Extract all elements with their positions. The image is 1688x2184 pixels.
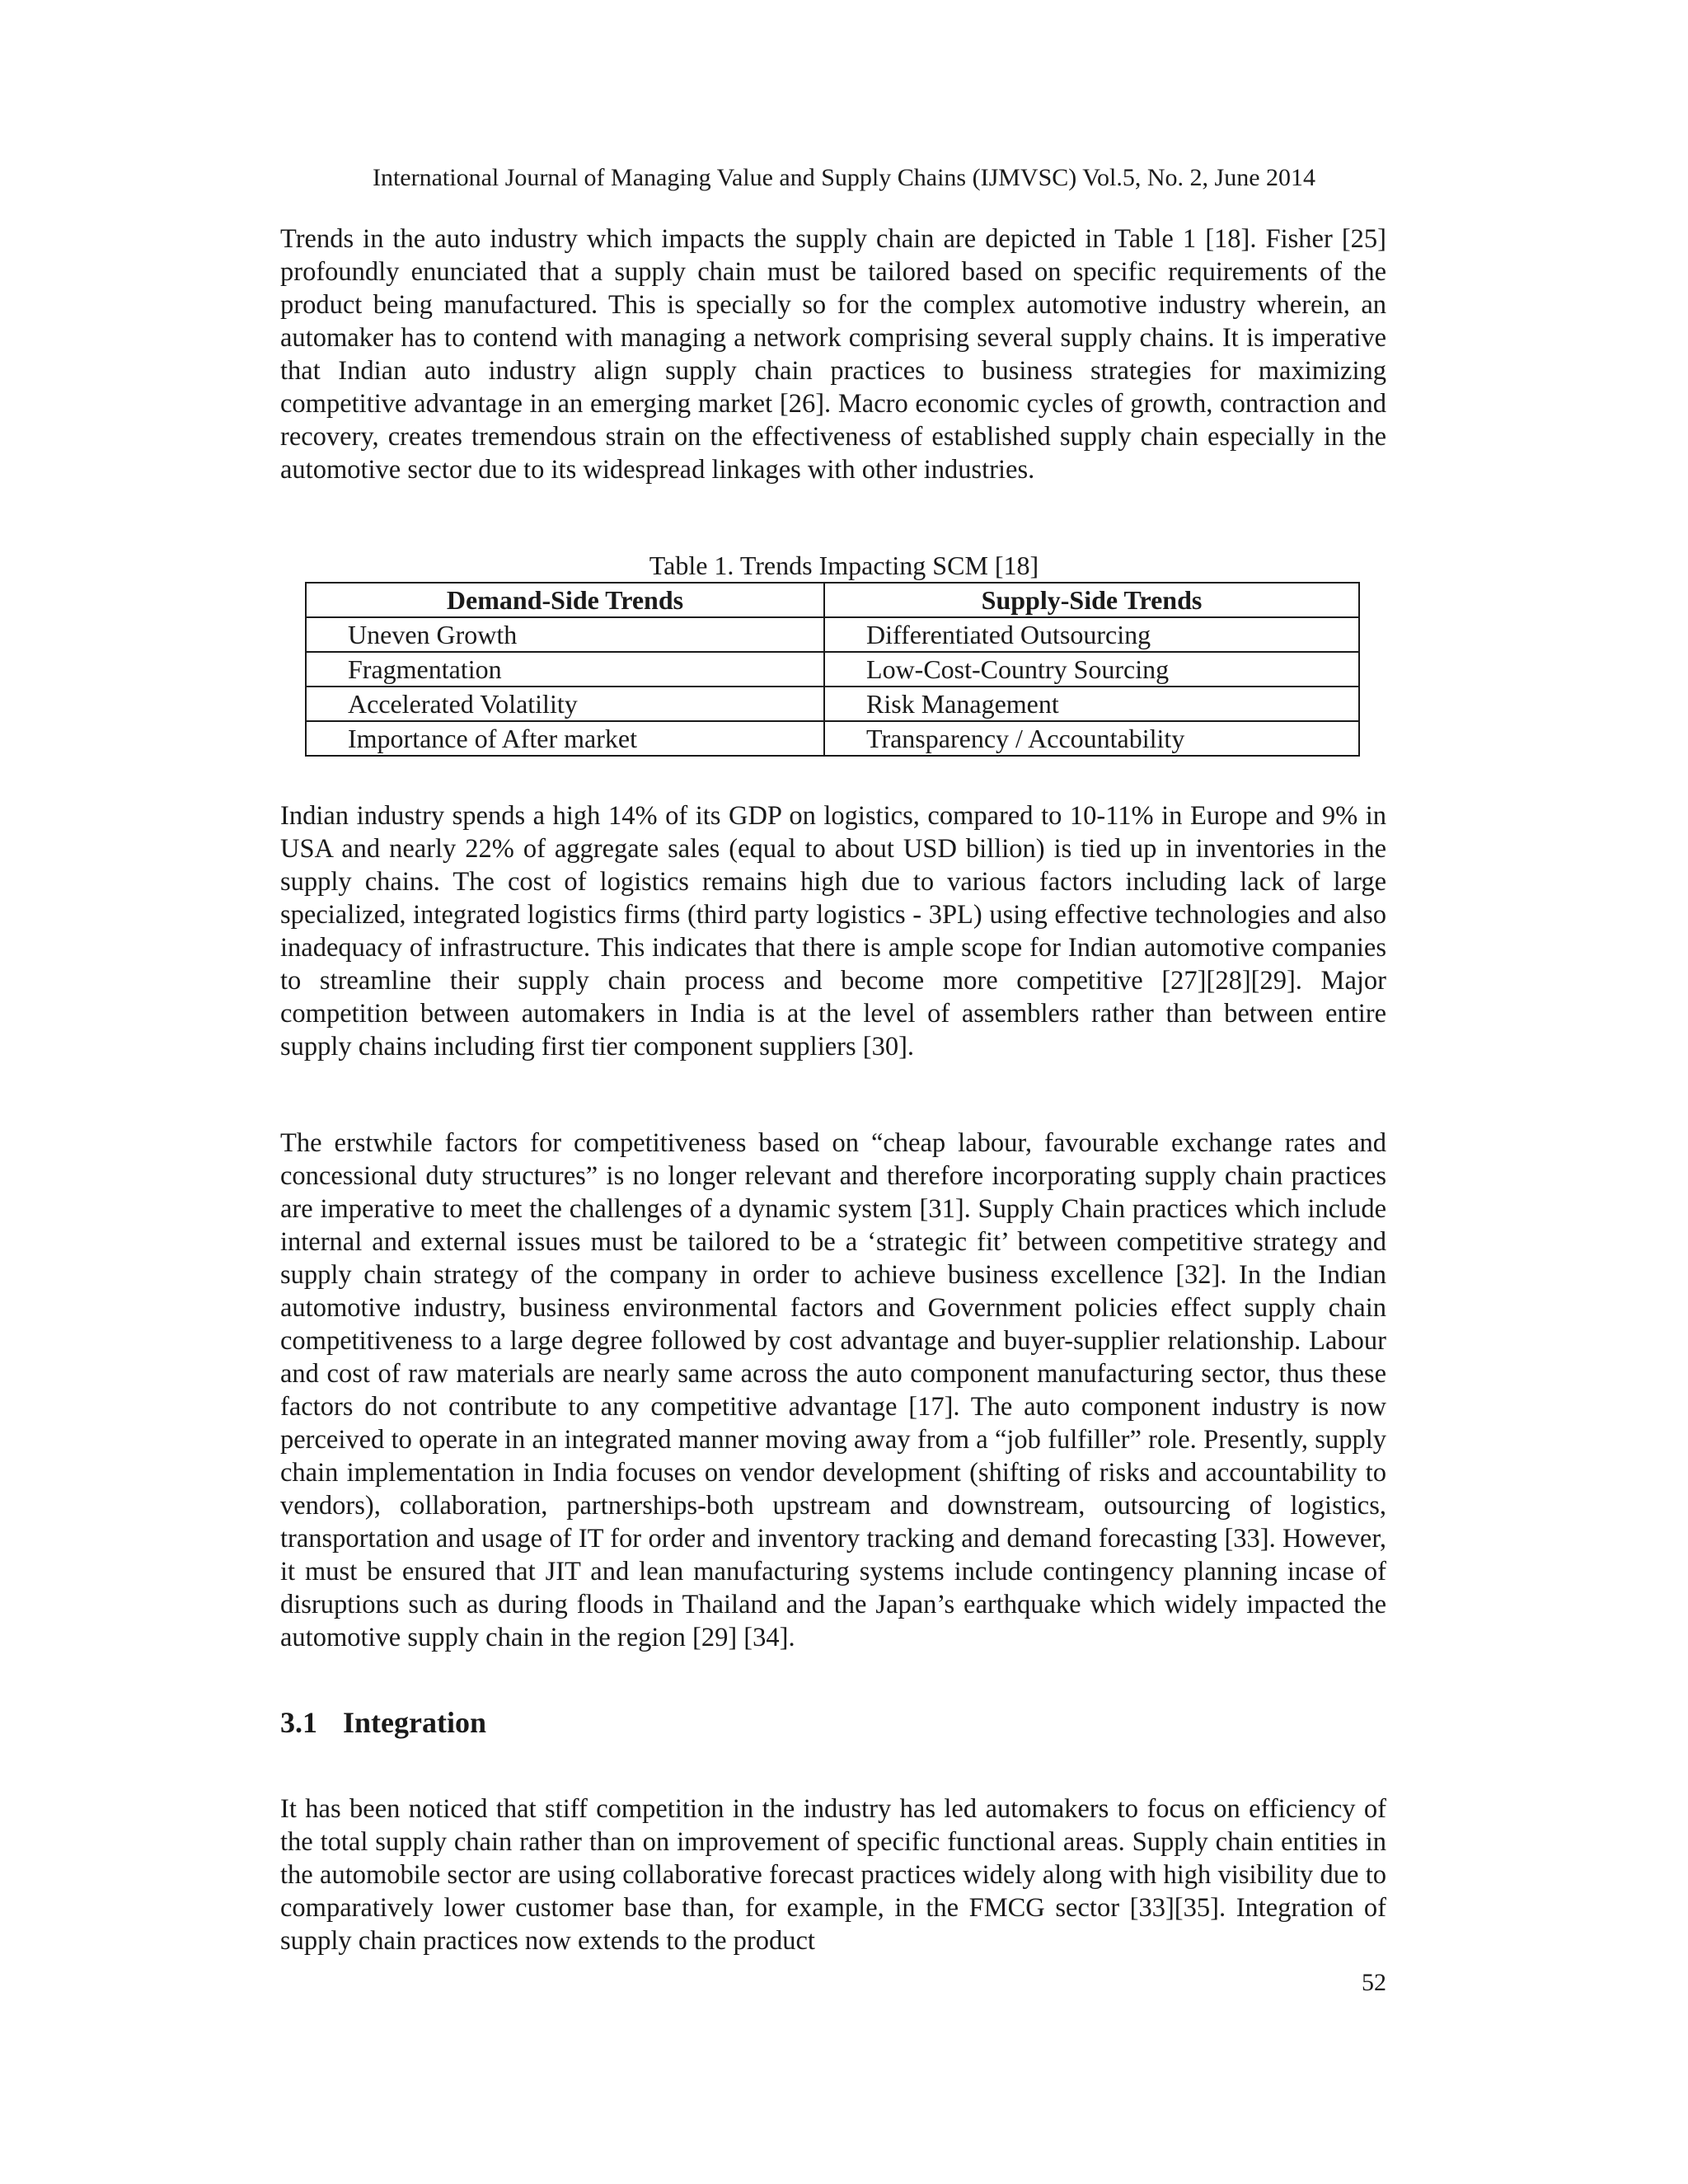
paragraph-competitiveness: The erstwhile factors for competitiveness based on “cheap labour, favourable exchange rates and concessional duty structures” is no longer relevant and therefore incorporating supply chain practices are imperative to meet the challenges of a dynamic system [31]. Supply Chain practices which include internal and external issues must be tailored to be a ‘strategic fit’ between competitive strategy and supply chain strategy of the company in order to achieve business excellence [32]. In the Indian automotive industry, business environmental factors and Government policies effect supply chain competitiveness to a large degree followed by cost advantage and buyer-supplier relationship. Labour and cost of raw materials are nearly same across the auto component manufacturing sector, thus these factors do not contribute to any competitive advantage [17]. The auto component industry is now perceived to operate in an integrated manner moving away from a “job fulfiller” role. Presently, supply chain implementation in India focuses on vendor development (shifting of risks and accountability to vendors), collaboration, partnerships-both upstream and downstream, outsourcing of logistics, transportation and usage of IT for order and inventory tracking and demand forecasting [33]. However, it must be ensured that JIT and lean manufacturing systems include contingency planning incase of disruptions such as during floods in Thailand and the Japan’s earthquake which widely impacted the automotive supply chain in the region [29] [34]. bbox=[280, 1128, 1386, 1652]
table-cell: Differentiated Outsourcing bbox=[824, 617, 1359, 652]
table-header-supply: Supply-Side Trends bbox=[824, 583, 1359, 617]
table-cell: Low-Cost-Country Sourcing bbox=[824, 652, 1359, 687]
section-number: 3.1 bbox=[280, 1706, 317, 1739]
table-cell: Accelerated Volatility bbox=[306, 687, 824, 721]
table-header-demand: Demand-Side Trends bbox=[306, 583, 824, 617]
table-row bbox=[306, 617, 1359, 652]
paragraph-integration: It has been noticed that stiff competition in the industry has led automakers to focus on efficiency of the total supply chain rather than on improvement of specific functional areas. Supply chain entities in the automobile sector are using collaborative forecast practices widely along with high visibility due to comparatively lower customer base than, for example, in the FMCG sector [33][35]. Integration of supply chain practices now extends to the product bbox=[280, 1794, 1386, 1956]
table-cell: Risk Management bbox=[824, 687, 1359, 721]
table-cell: Importance of After market bbox=[306, 721, 824, 756]
paragraph-logistics: Indian industry spends a high 14% of its GDP on logistics, compared to 10-11% in Europe and 9% in USA and nearly 22% of aggregate sales (equal to about USD billion) is tied up in inventories in the supply chains. The cost of logistics remains high due to various factors including lack of large specialized, integrated logistics firms (third party logistics - 3PL) using effective technologies and also inadequacy of infrastructure. This indicates that there is ample scope for Indian automotive companies to streamline their supply chain process and become more competitive [27][28][29]. Major competition between automakers in India is at the level of assemblers rather than between entire supply chains including first tier component suppliers [30]. bbox=[280, 801, 1386, 1062]
table-row bbox=[306, 721, 1359, 756]
table-caption: Table 1. Trends Impacting SCM [18] bbox=[649, 551, 1039, 580]
paragraph-intro: Trends in the auto industry which impacts the supply chain are depicted in Table 1 [18]. Fisher [25] profoundly enunciated that a supply chain must be tailored based on specific requirements of the product being manufactured. This is specially so for the complex automotive industry wherein, an automaker has to contend with managing a network comprising several supply chains. It is imperative that Indian auto industry align supply chain practices to business strategies for maximizing competitive advantage in an emerging market [26]. Macro economic cycles of growth, contraction and recovery, creates tremendous strain on the effectiveness of established supply chain especially in the automotive sector due to its widespread linkages with other industries. bbox=[280, 224, 1386, 485]
section-title: Integration bbox=[343, 1706, 486, 1739]
table-row bbox=[306, 652, 1359, 687]
table-cell: Uneven Growth bbox=[306, 617, 824, 652]
table-row bbox=[306, 687, 1359, 721]
section-heading bbox=[280, 1704, 486, 1741]
table-header-row bbox=[306, 583, 1359, 617]
table-cell: Transparency / Accountability bbox=[824, 721, 1359, 756]
trends-table bbox=[305, 582, 1360, 757]
table-cell: Fragmentation bbox=[306, 652, 824, 687]
running-header: International Journal of Managing Value and Supply Chains (IJMVSC) Vol.5, No. 2, June 2014 bbox=[372, 164, 1316, 191]
page-number: 52 bbox=[1362, 1969, 1386, 1996]
